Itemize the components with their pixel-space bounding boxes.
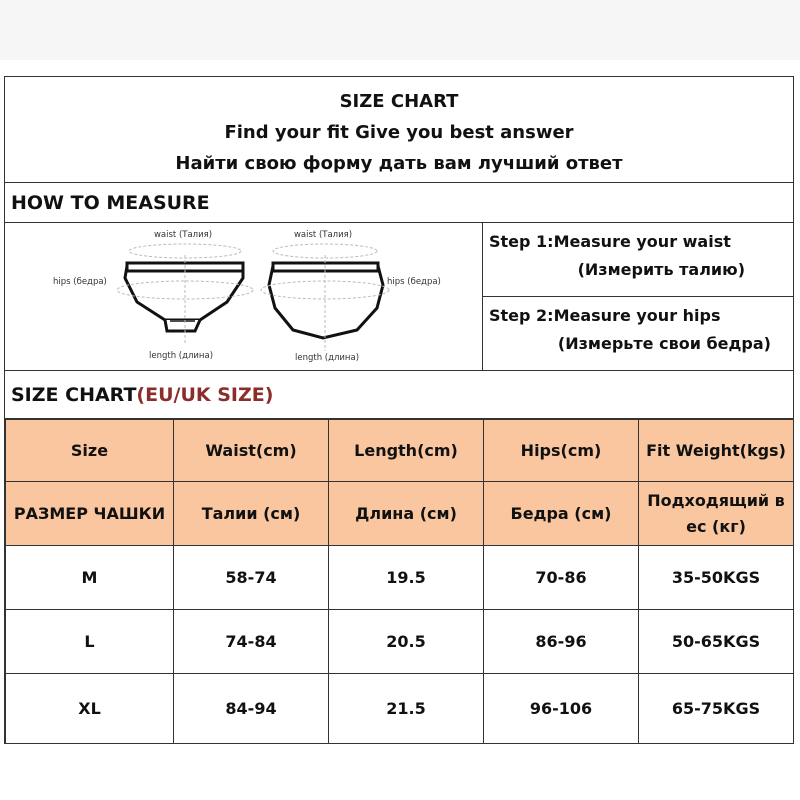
cell-length: 20.5 <box>329 610 484 673</box>
how-to-measure-header <box>5 183 793 223</box>
cell-length: 19.5 <box>329 545 484 609</box>
brief-front-illustration <box>117 244 253 345</box>
size-chart-label <box>5 371 793 419</box>
subtitle-ru: Найти свою форму дать вам лучший ответ <box>175 153 623 174</box>
header-waist-ru: Талии (см) <box>174 482 329 545</box>
step-2-text: Step 2:Measure your hips <box>489 306 721 325</box>
cell-waist: 84-94 <box>174 673 329 743</box>
subtitle-en: Find your fit Give you best answer <box>224 122 574 143</box>
cell-weight: 35-50KGS <box>639 545 794 609</box>
table-header-row-en <box>6 420 794 482</box>
hips-label-right: hips (бедра) <box>387 277 441 287</box>
size-chart-label-accent: (EU/UK SIZE) <box>136 384 274 406</box>
cell-weight: 65-75KGS <box>639 673 794 743</box>
size-chart-card <box>4 76 794 744</box>
table-header-row-ru <box>6 482 794 545</box>
size-chart-label-main: SIZE CHART <box>11 384 137 406</box>
header-length-ru: Длина (см) <box>329 482 484 545</box>
header-weight: Fit Weight(kgs) <box>639 420 794 482</box>
underwear-diagram-svg <box>5 223 483 371</box>
cell-weight: 50-65KGS <box>639 610 794 673</box>
cell-waist: 74-84 <box>174 610 329 673</box>
page-title: SIZE CHART <box>339 91 459 112</box>
header-size: Size <box>6 420 174 482</box>
header-hips: Hips(cm) <box>484 420 639 482</box>
cell-length: 21.5 <box>329 673 484 743</box>
table-row <box>6 545 794 609</box>
waist-label-left: waist (Талия) <box>153 230 213 240</box>
cell-hips: 86-96 <box>484 610 639 673</box>
step-2-cell <box>483 297 793 371</box>
step-1-text: Step 1:Measure your waist <box>489 232 731 251</box>
cell-size: XL <box>6 673 174 743</box>
size-table <box>5 419 794 744</box>
step-1-cell <box>483 223 793 297</box>
hips-label-left: hips (бедра) <box>53 277 107 287</box>
table-row <box>6 673 794 743</box>
waist-label-right: waist (Талия) <box>293 230 353 240</box>
how-to-measure-label: HOW TO MEASURE <box>11 192 210 214</box>
length-label-right: length (длина) <box>294 353 360 363</box>
header-waist: Waist(cm) <box>174 420 329 482</box>
cell-hips: 96-106 <box>484 673 639 743</box>
header-weight-ru: Подходящий в ес (кг) <box>639 482 794 545</box>
header-hips-ru: Бедра (см) <box>484 482 639 545</box>
step-2-translation: (Измерьте свои бедра) <box>557 334 771 353</box>
cell-waist: 58-74 <box>174 545 329 609</box>
table-row <box>6 610 794 673</box>
header-size-ru: РАЗМЕР ЧАШКИ <box>6 482 174 545</box>
title-block <box>5 77 793 183</box>
cell-hips: 70-86 <box>484 545 639 609</box>
brief-back-illustration <box>261 244 389 351</box>
cell-size: M <box>6 545 174 609</box>
cell-size: L <box>6 610 174 673</box>
length-label-left: length (длина) <box>148 351 214 361</box>
top-band <box>0 0 800 60</box>
size-chart-header <box>5 371 793 419</box>
measure-section <box>5 223 793 371</box>
header-length: Length(cm) <box>329 420 484 482</box>
step-1-translation: (Измерить талию) <box>577 260 745 279</box>
measure-diagram <box>5 223 483 371</box>
